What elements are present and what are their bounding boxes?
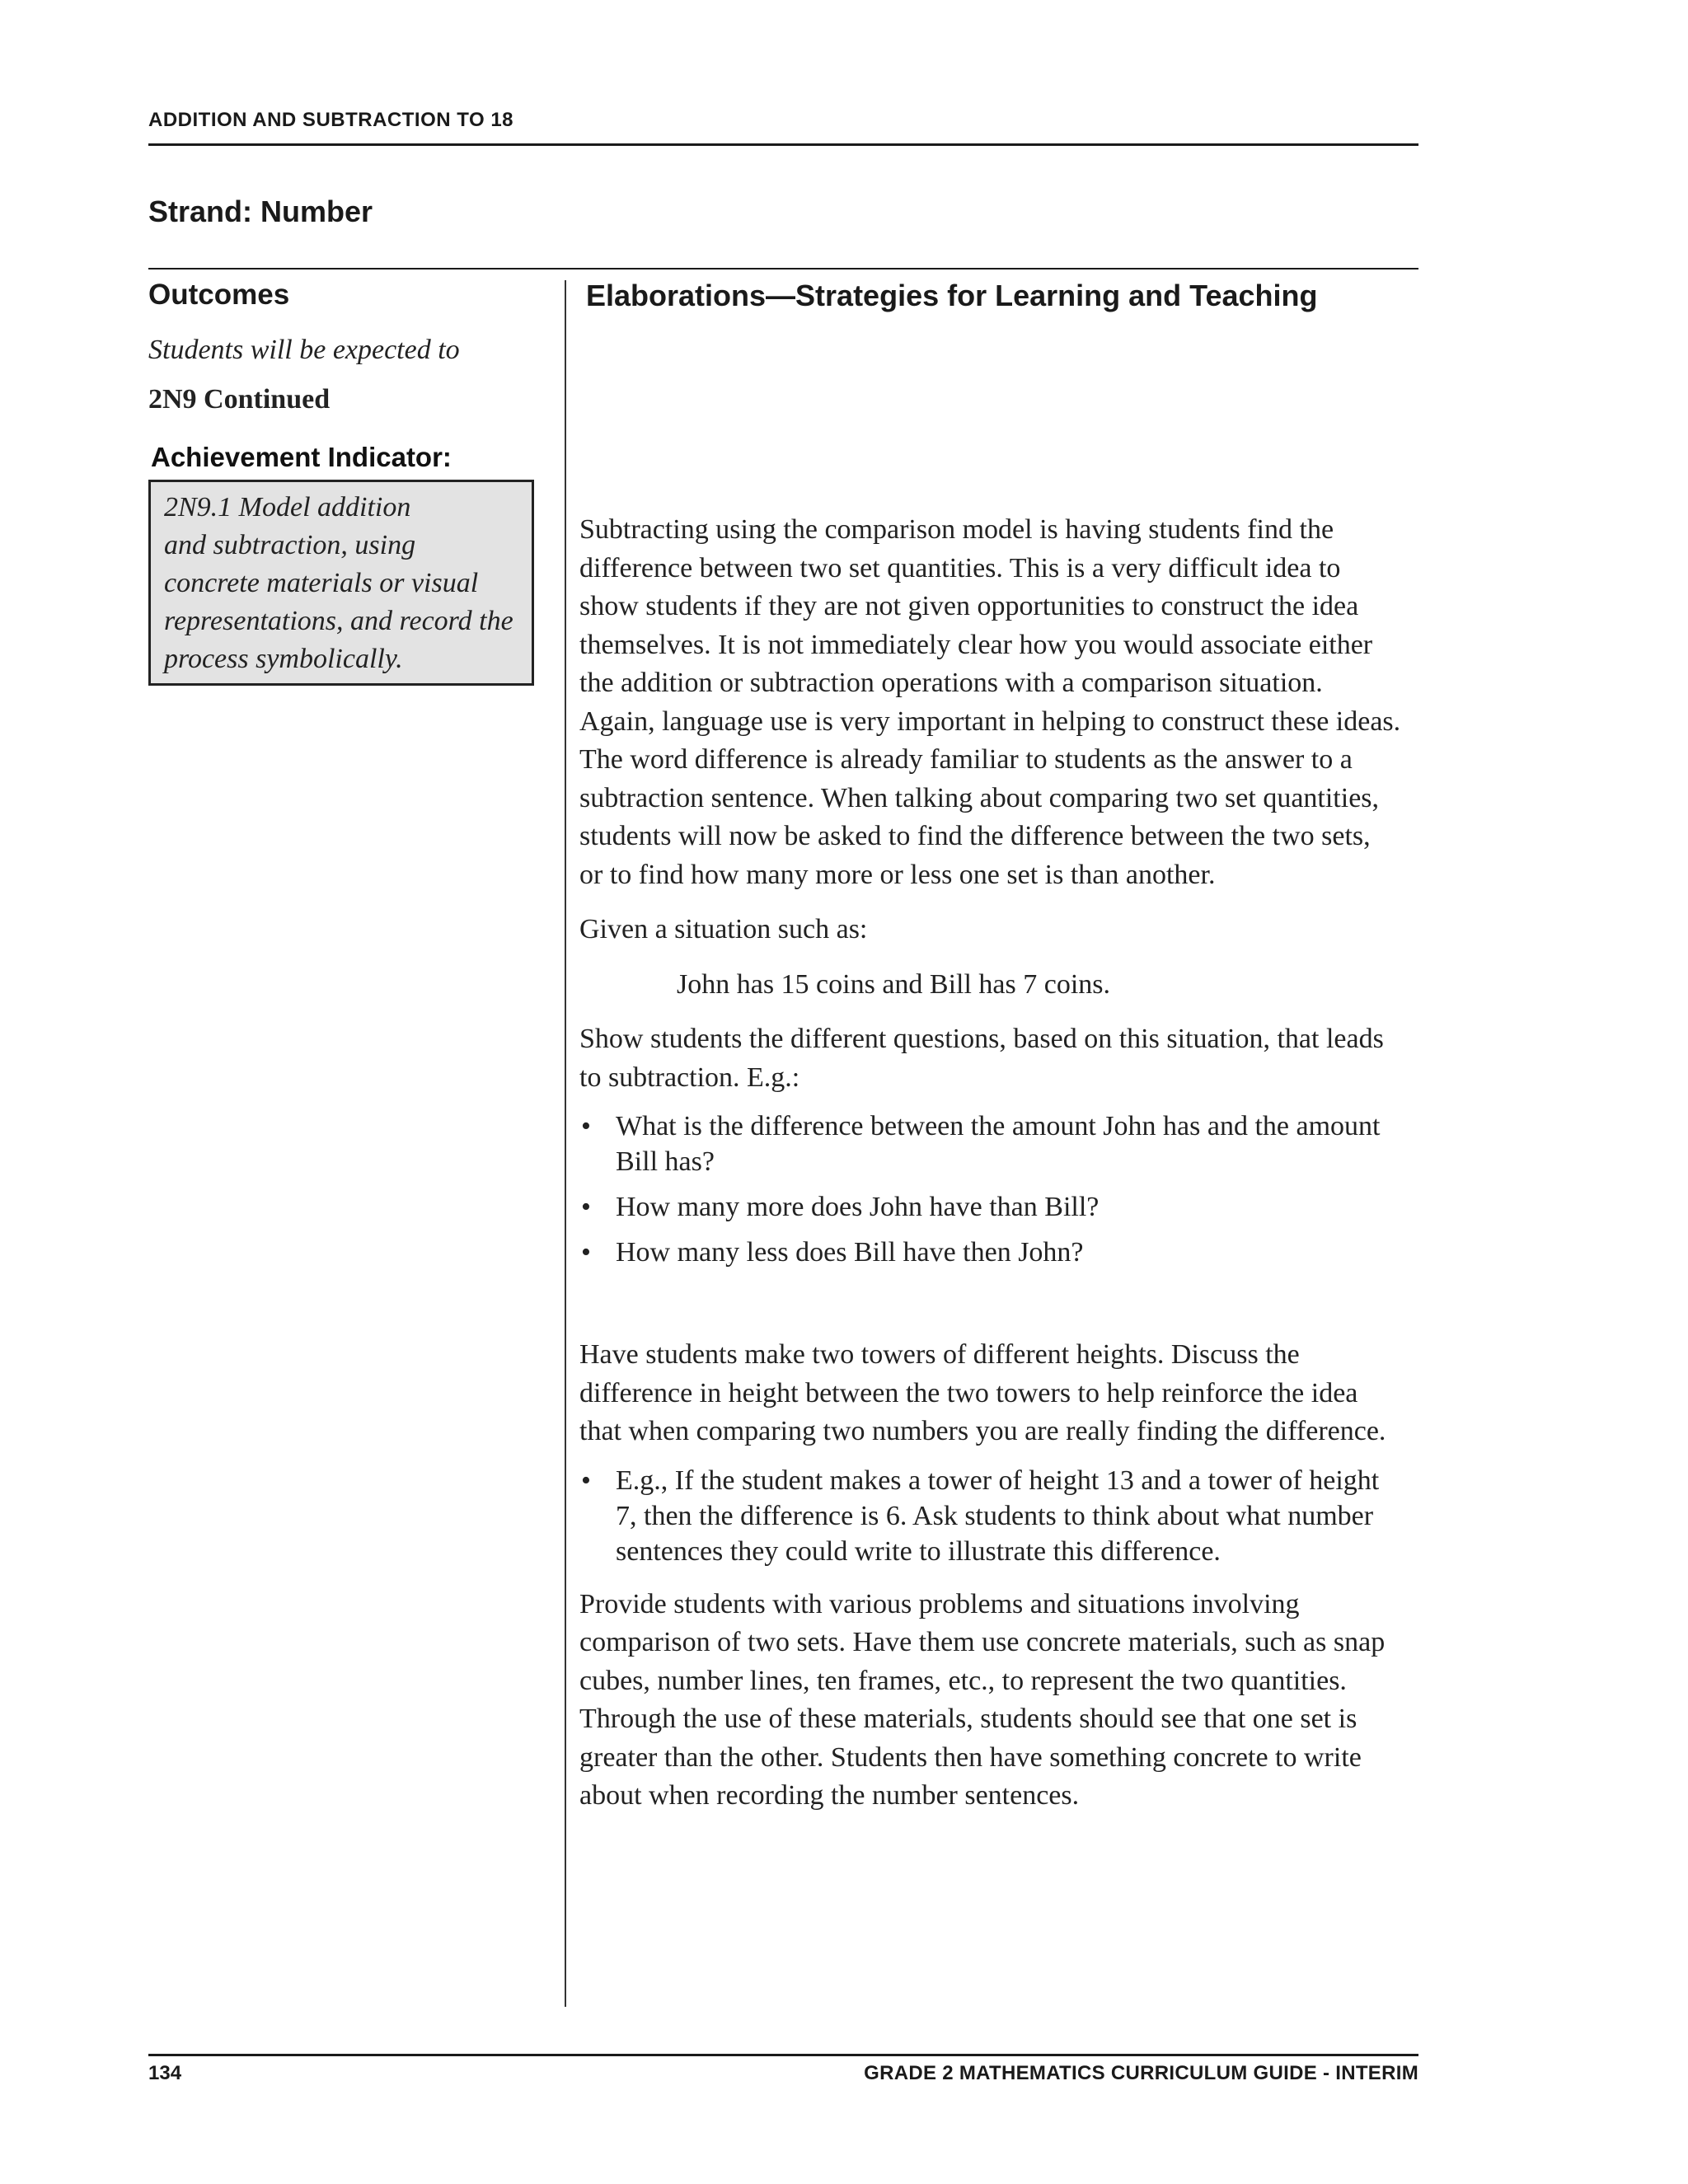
text-line: difference in height between the two towers to help reinforce the idea xyxy=(579,1377,1358,1408)
list-item xyxy=(579,1235,1428,1270)
strand-title: Strand: Number xyxy=(148,194,373,228)
paragraph-towers xyxy=(579,1336,1428,1451)
text-line: subtraction sentence. When talking about comparing two set quantities, xyxy=(579,782,1380,813)
achievement-line: concrete materials or visual xyxy=(164,568,479,598)
question-list xyxy=(579,1108,1428,1270)
text-line: difference between two set quantities. This is a very difficult idea to xyxy=(579,552,1341,583)
text-line: show students if they are not given opportunities to construct the idea xyxy=(579,591,1359,621)
text-line: • E.g., If the student makes a tower of height 13 and a tower of height xyxy=(616,1465,1380,1496)
text-line: sentences they could write to illustrate this difference. xyxy=(616,1535,1221,1567)
text-line: • How many more does John have than Bill? xyxy=(616,1192,1100,1222)
text-line: Through the use of these materials, students should see that one set is xyxy=(579,1704,1357,1734)
list-item xyxy=(579,1463,1428,1569)
text-line: the addition or subtraction operations with a comparison situation. xyxy=(579,668,1323,698)
text-line: The word difference is already familiar to students as the answer to a xyxy=(579,744,1353,775)
elaborations-title: Elaborations—Strategies for Learning and Teaching xyxy=(586,279,1318,312)
footer-rule xyxy=(148,2054,1418,2056)
outcome-code: 2N9 Continued xyxy=(148,384,331,415)
tower-example-list xyxy=(579,1463,1428,1569)
paragraph-provide-problems xyxy=(579,1586,1428,1816)
achievement-line: representations, and record the xyxy=(164,606,513,636)
text-line: greater than the other. Students then have something concrete to write xyxy=(579,1741,1362,1773)
text-line: students will now be asked to find the difference between the two sets, xyxy=(579,821,1371,851)
text-line: Subtracting using the comparison model is having students find the xyxy=(579,514,1334,545)
text-line: Show students the different questions, based on this situation, that leads xyxy=(579,1024,1384,1054)
achievement-label: Achievement Indicator: xyxy=(151,442,452,472)
expected-text: Students will be expected to xyxy=(148,335,460,365)
text-line: cubes, number lines, ten frames, etc., to represent the two quantities. xyxy=(579,1665,1347,1696)
running-head: ADDITION AND SUBTRACTION TO 18 xyxy=(148,109,514,131)
text-line: Again, language use is very important in helping to construct these ideas. xyxy=(579,705,1401,737)
elaborations-column xyxy=(579,279,1428,1816)
text-line: that when comparing two numbers you are really finding the difference. xyxy=(579,1416,1386,1446)
paragraph-comparison-model xyxy=(579,511,1428,894)
example-situation: John has 15 coins and Bill has 7 coins. xyxy=(677,968,1111,1000)
achievement-line: 2N9.1 Model addition xyxy=(164,492,411,523)
text-line: 7, then the difference is 6. Ask students to think about what number xyxy=(616,1500,1374,1531)
achievement-indicator-box xyxy=(148,480,534,686)
page-number: 134 xyxy=(148,2062,182,2084)
text-line: Bill has? xyxy=(616,1146,715,1177)
paragraph-show-questions xyxy=(579,1020,1428,1097)
text-line: or to find how many more or less one set is than another. xyxy=(579,859,1216,890)
text-line: about when recording the number sentences. xyxy=(579,1780,1080,1811)
header-rule xyxy=(148,143,1418,146)
text-line: to subtraction. E.g.: xyxy=(579,1062,800,1093)
text-line: themselves. It is not immediately clear how you would associate either xyxy=(579,629,1373,660)
text-line: • What is the difference between the amount John has and the amount xyxy=(616,1111,1381,1141)
strand-rule xyxy=(148,268,1418,269)
achievement-line: and subtraction, using xyxy=(164,530,416,560)
achievement-line: process symbolically. xyxy=(164,644,403,674)
paragraph-given-situation: Given a situation such as: xyxy=(579,914,868,944)
text-line: Have students make two towers of different heights. Discuss the xyxy=(579,1339,1300,1370)
outcomes-column xyxy=(148,279,552,686)
list-item xyxy=(579,1108,1428,1179)
list-item xyxy=(579,1189,1428,1225)
text-line: comparison of two sets. Have them use concrete materials, such as snap xyxy=(579,1627,1386,1657)
outcomes-title: Outcomes xyxy=(148,279,290,311)
text-line: • How many less does Bill have then John? xyxy=(616,1237,1084,1268)
guide-title: GRADE 2 MATHEMATICS CURRICULUM GUIDE - INTERIM xyxy=(864,2062,1418,2084)
column-divider xyxy=(565,280,566,2007)
text-line: Provide students with various problems and situations involving xyxy=(579,1588,1300,1619)
